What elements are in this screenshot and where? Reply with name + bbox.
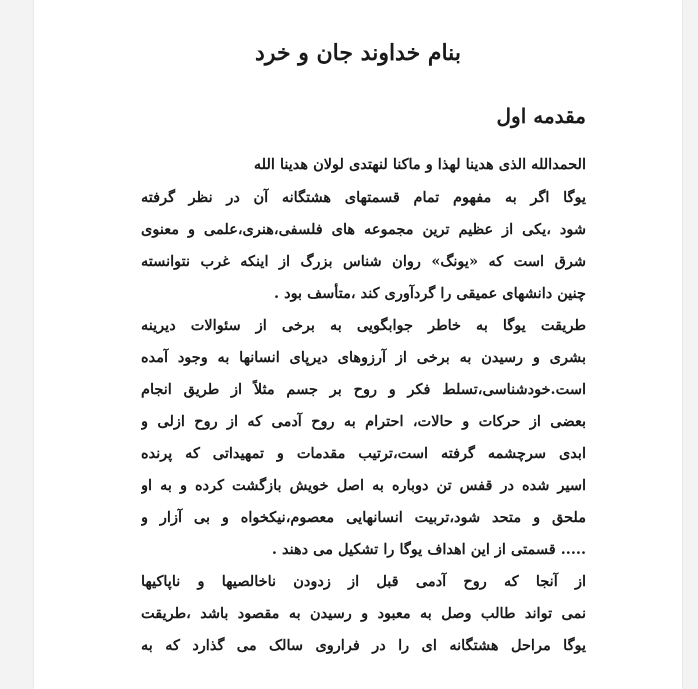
text-line-5: چنین دانشهای عمیقی را گردآوری کند ،متأسف بود . (274, 285, 586, 302)
text-line-3: شود ،یکی از عظیم ترین مجموعه های فلسفی،هنری،علمی و معنوی (141, 221, 586, 238)
text-line-12: ملحق و متحد شود،تربیت انسانهایی معصوم،نیکخواه و بی آزار و (141, 509, 586, 526)
text-line-14: از آنجا که روح آدمی قبل از زدودن ناخالصیها و ناپاکیها (141, 573, 586, 590)
text-line-6: طریقت یوگا به خاطر جوابگویی به برخی از سئوالات دیرینه (141, 317, 586, 334)
text-line-8: است.خودشناسی،تسلط فکر و روح بر جسم مثلاً از طریق انجام (141, 381, 586, 398)
text-line-13: ..... قسمتی از این اهداف یوگا را تشکیل می دهند . (271, 541, 586, 558)
text-line-4: شرق است که «یونگ» روان شناس بزرگ از اینکه غرب نتوانسته (141, 253, 586, 270)
text-line-9: بعضی از حرکات و حالات، احترام به روح آدمی که از روح ازلی و (141, 413, 586, 430)
document-page (34, 0, 682, 689)
text-line-2: یوگا اگر به مفهوم تمام قسمتهای هشتگانه آن در نظر گرفته (141, 189, 586, 206)
text-line-11: اسیر شده در قفس تن دوباره به اصل خویش بازگشت کرده و به او (141, 477, 586, 494)
page-title: بنام خداوند جان و خرد (255, 40, 461, 66)
text-line-10: ابدی سرچشمه گرفته است،ترتیب مقدمات و تمهیداتی که پرنده (141, 445, 586, 462)
text-line-16: یوگا مراحل هشتگانه ای را در فراروی سالک می گذارد که به (141, 637, 586, 654)
text-line-1: الحمدالله الذی هدینا لهذا و ماکنا لنهتدی لولان هدینا الله (253, 156, 586, 173)
section-heading: مقدمه اول (496, 104, 586, 128)
text-line-7: بشری و رسیدن به برخی از آرزوهای دیرپای انسانها به وجود آمده (141, 349, 586, 366)
text-line-15: نمی تواند طالب وصل به معبود و رسیدن به مقصود باشد ،طریقت (141, 605, 586, 622)
